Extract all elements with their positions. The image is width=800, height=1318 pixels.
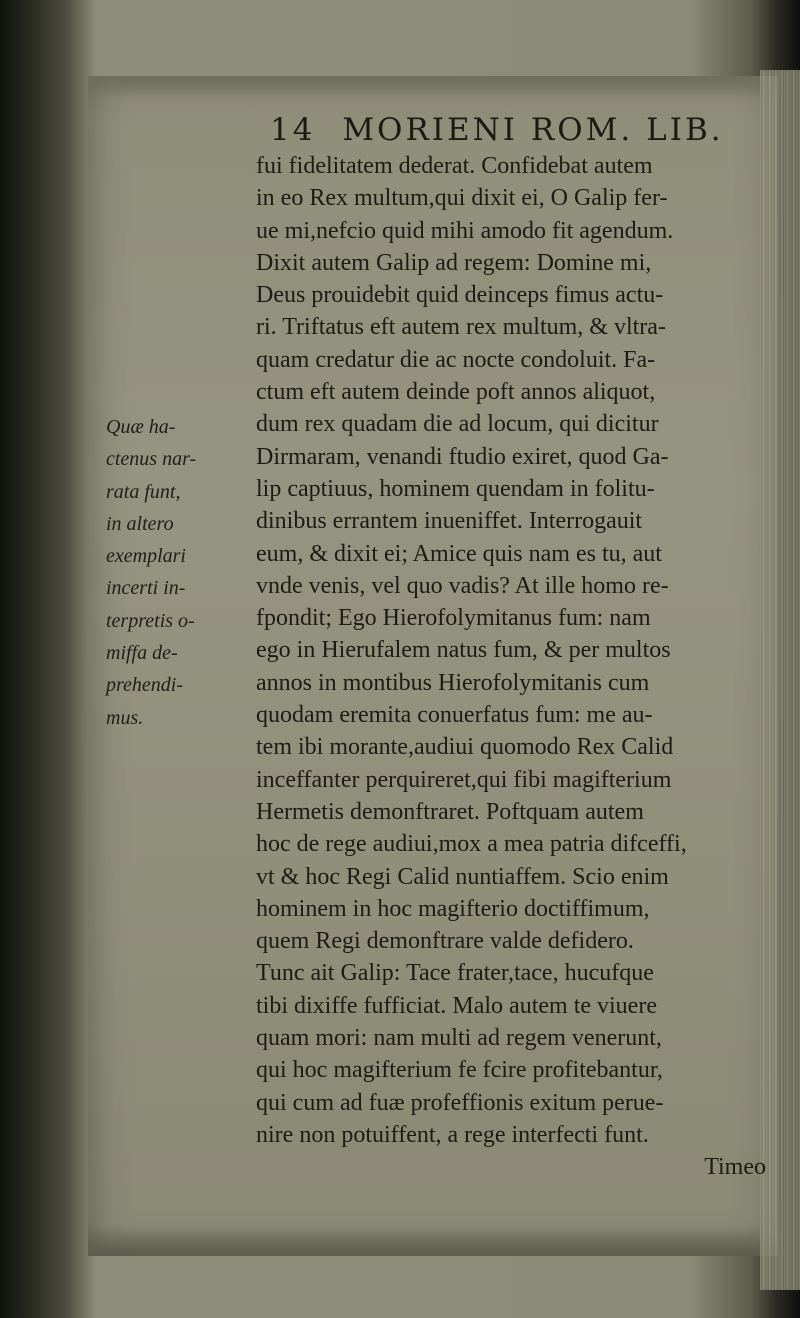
text-line: in eo Rex multum,qui dixit ei, O Galip fer-	[256, 185, 668, 212]
text-line: Tunc ait Galip: Tace frater,tace, hucufque	[256, 960, 654, 987]
running-title: MORIENI ROM. LIB.	[342, 112, 724, 148]
text-line: Dirmaram, venandi ftudio exiret, quod Ga-	[256, 443, 669, 470]
marginal-note-line: Quæ ha-	[106, 416, 176, 438]
text-line: quodam eremita conuerfatus fum: me au-	[256, 702, 653, 729]
marginal-note-line: incerti in-	[106, 577, 186, 600]
text-line: qui hoc magifterium fe fcire profitebantur,	[256, 1057, 663, 1084]
text-line: fpondit; Ego Hierofolymitanus fum: nam	[256, 605, 651, 632]
marginal-note-line: terpretis o-	[106, 609, 195, 632]
marginal-note-line: in altero	[106, 512, 174, 535]
text-line: Deus prouidebit quid deinceps fimus actu-	[256, 282, 664, 309]
text-line: tibi dixiffe fufficiat. Malo autem te viuere	[256, 992, 657, 1019]
text-line: qui cum ad fuæ profeffionis exitum perue-	[256, 1089, 664, 1116]
text-line: eum, & dixit ei; Amice quis nam es tu, aut	[256, 540, 662, 567]
text-line: tem ibi morante,audiui quomodo Rex Calid	[256, 734, 674, 761]
text-line: vnde venis, vel quo vadis? At ille homo re-	[256, 572, 669, 599]
marginal-note-line: miffa de-	[106, 642, 178, 665]
marginal-note-line: exemplari	[106, 545, 186, 568]
text-line: nire non potuiffent, a rege interfecti funt.	[256, 1121, 649, 1148]
text-line: fui fidelitatem dederat. Confidebat autem	[256, 153, 653, 179]
text-line: annos in montibus Hierofolymitanis cum	[256, 669, 650, 696]
catchword: Timeo	[704, 1154, 766, 1181]
text-line: ri. Triftatus eft autem rex multum, & vltra-	[256, 314, 666, 341]
marginal-note-line: prehendi-	[106, 674, 184, 697]
text-line: quam mori: nam multi ad regem venerunt,	[256, 1025, 662, 1052]
text-line: hoc de rege audiui,mox a mea patria difceffi,	[256, 831, 687, 858]
marginal-note	[106, 411, 254, 734]
text-line: quem Regi demonftrare valde defidero.	[256, 928, 634, 955]
text-line: vt & hoc Regi Calid nuntiaffem. Scio enim	[256, 863, 669, 890]
text-line: Hermetis demonftraret. Poftquam autem	[256, 798, 644, 825]
text-line: Dixit autem Galip ad regem: Domine mi,	[256, 249, 652, 276]
marginal-note-line: mus.	[106, 706, 144, 729]
text-line: lip captiuus, hominem quendam in folitu-	[256, 475, 655, 502]
text-line: hominem in hoc magifterio doctiffimum,	[256, 895, 650, 922]
marginal-note-line: ctenus nar-	[106, 448, 197, 471]
text-line: inceffanter perquireret,qui fibi magifterium	[256, 766, 672, 793]
marginal-note-line: rata funt,	[106, 480, 181, 503]
main-text-block	[256, 150, 776, 1184]
text-line: ctum eft autem deinde poft annos aliquot,	[256, 379, 656, 406]
text-line: dinibus errantem inueniffet. Interrogauit	[256, 508, 643, 535]
text-line: ego in Hierufalem natus fum, & per multos	[256, 637, 671, 664]
text-line: ue mi,nefcio quid mihi amodo fit agendum.	[256, 217, 674, 244]
text-line: dum rex quadam die ad locum, qui dicitur	[256, 411, 659, 438]
running-header	[270, 112, 724, 148]
page-number: 14	[270, 112, 316, 148]
text-line: quam credatur die ac nocte condoluit. Fa-	[256, 346, 656, 373]
